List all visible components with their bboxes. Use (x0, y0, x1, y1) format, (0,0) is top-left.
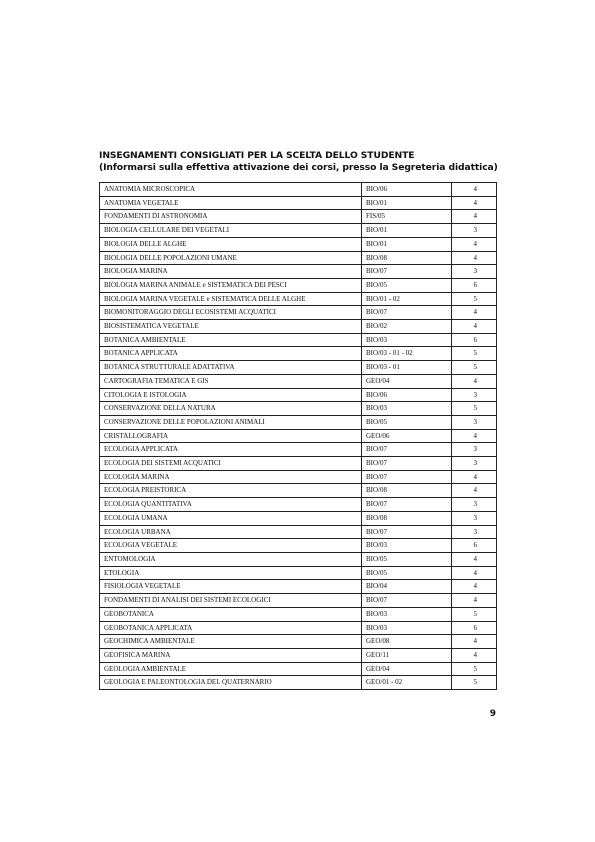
course-code-cell: GEO/04 (362, 374, 452, 388)
table-row (100, 662, 497, 676)
course-code-cell: BIO/08 (362, 251, 452, 265)
course-credits-cell: 6 (452, 278, 497, 292)
course-credits-cell: 3 (452, 443, 497, 457)
course-name-cell: CITOLOGIA E ISTOLOGIA (100, 388, 362, 402)
course-name-cell: ECOLOGIA URBANA (100, 525, 362, 539)
course-code-cell: GEO/01 - 02 (362, 676, 452, 690)
course-code-cell: BIO/03 (362, 402, 452, 416)
course-name-cell: ECOLOGIA PREISTORICA (100, 484, 362, 498)
course-name-cell: BIOLOGIA MARINA VEGETALE e SISTEMATICA DELLE ALGHE (100, 292, 362, 306)
course-name-cell: BOTANICA APPLICATA (100, 347, 362, 361)
course-credits-cell: 5 (452, 292, 497, 306)
table-row (100, 402, 497, 416)
course-name-cell: GEOCHIMICA AMBIENTALE (100, 635, 362, 649)
course-credits-cell: 3 (452, 498, 497, 512)
table-row (100, 333, 497, 347)
table-row (100, 552, 497, 566)
course-credits-cell: 6 (452, 539, 497, 553)
table-row (100, 484, 497, 498)
course-name-cell: CONSERVAZIONE DELLE POPOLAZIONI ANIMALI (100, 415, 362, 429)
course-name-cell: GEOBOTANICA APPLICATA (100, 621, 362, 635)
table-row (100, 635, 497, 649)
course-code-cell: BIO/08 (362, 511, 452, 525)
table-row (100, 443, 497, 457)
table-row (100, 511, 497, 525)
course-credits-cell: 3 (452, 457, 497, 471)
course-name-cell: BOTANICA AMBIENTALE (100, 333, 362, 347)
course-name-cell: FONDAMENTI DI ASTRONOMIA (100, 210, 362, 224)
course-code-cell: BIO/07 (362, 498, 452, 512)
table-row (100, 347, 497, 361)
course-code-cell: BIO/05 (362, 278, 452, 292)
table-row (100, 374, 497, 388)
table-row (100, 210, 497, 224)
table-row (100, 306, 497, 320)
table-row (100, 224, 497, 238)
course-code-cell: BIO/07 (362, 470, 452, 484)
course-credits-cell: 4 (452, 306, 497, 320)
table-row (100, 251, 497, 265)
course-credits-cell: 4 (452, 237, 497, 251)
course-code-cell: BIO/06 (362, 388, 452, 402)
course-name-cell: ECOLOGIA VEGETALE (100, 539, 362, 553)
course-code-cell: BIO/07 (362, 443, 452, 457)
course-code-cell: GEO/06 (362, 429, 452, 443)
course-name-cell: BIOLOGIA DELLE ALGHE (100, 237, 362, 251)
course-name-cell: FISIOLOGIA VEGETALE (100, 580, 362, 594)
course-credits-cell: 5 (452, 347, 497, 361)
table-row (100, 183, 497, 197)
course-credits-cell: 3 (452, 525, 497, 539)
course-code-cell: BIO/07 (362, 525, 452, 539)
course-name-cell: BOTANICA STRUTTURALE ADATTATIVA (100, 361, 362, 375)
table-row (100, 265, 497, 279)
course-code-cell: BIO/05 (362, 566, 452, 580)
course-credits-cell: 3 (452, 224, 497, 238)
course-name-cell: CARTOGRAFIA TEMATICA E GIS (100, 374, 362, 388)
course-credits-cell: 4 (452, 648, 497, 662)
course-credits-cell: 6 (452, 621, 497, 635)
course-code-cell: BIO/05 (362, 415, 452, 429)
course-code-cell: BIO/04 (362, 580, 452, 594)
courses-table-body (100, 183, 497, 690)
courses-table (99, 182, 497, 690)
course-name-cell: CRISTALLOGRAFIA (100, 429, 362, 443)
table-row (100, 580, 497, 594)
course-name-cell: ECOLOGIA DEI SISTEMI ACQUATICI (100, 457, 362, 471)
course-name-cell: BIOSISTEMATICA VEGETALE (100, 320, 362, 334)
table-row (100, 457, 497, 471)
course-name-cell: ETOLOGIA (100, 566, 362, 580)
table-row (100, 676, 497, 690)
course-credits-cell: 4 (452, 429, 497, 443)
table-row (100, 320, 497, 334)
section-heading (99, 150, 519, 173)
course-code-cell: FIS/05 (362, 210, 452, 224)
table-row (100, 196, 497, 210)
course-code-cell: BIO/01 (362, 196, 452, 210)
table-row (100, 594, 497, 608)
table-row (100, 415, 497, 429)
course-credits-cell: 5 (452, 662, 497, 676)
course-code-cell: BIO/03 (362, 333, 452, 347)
course-code-cell: GEO/04 (362, 662, 452, 676)
course-name-cell: BIOMONITORAGGIO DEGLI ECOSISTEMI ACQUATICI (100, 306, 362, 320)
course-credits-cell: 4 (452, 470, 497, 484)
course-credits-cell: 5 (452, 676, 497, 690)
course-code-cell: BIO/03 (362, 539, 452, 553)
table-row (100, 429, 497, 443)
course-name-cell: CONSERVAZIONE DELLA NATURA (100, 402, 362, 416)
course-code-cell: BIO/07 (362, 306, 452, 320)
table-row (100, 470, 497, 484)
course-credits-cell: 4 (452, 251, 497, 265)
course-credits-cell: 4 (452, 552, 497, 566)
course-name-cell: BIOLOGIA CELLULARE DEI VEGETALI (100, 224, 362, 238)
table-row (100, 292, 497, 306)
table-row (100, 648, 497, 662)
table-row (100, 361, 497, 375)
course-name-cell: ENTOMOLOGIA (100, 552, 362, 566)
course-code-cell: BIO/07 (362, 265, 452, 279)
course-code-cell: BIO/07 (362, 594, 452, 608)
course-code-cell: GEO/11 (362, 648, 452, 662)
course-name-cell: GEOLOGIA E PALEONTOLOGIA DEL QUATERNARIO (100, 676, 362, 690)
course-name-cell: GEOLOGIA AMBIENTALE (100, 662, 362, 676)
table-row (100, 566, 497, 580)
course-credits-cell: 5 (452, 402, 497, 416)
course-credits-cell: 6 (452, 333, 497, 347)
course-credits-cell: 4 (452, 374, 497, 388)
course-name-cell: GEOBOTANICA (100, 607, 362, 621)
course-credits-cell: 5 (452, 361, 497, 375)
course-credits-cell: 4 (452, 183, 497, 197)
course-credits-cell: 4 (452, 210, 497, 224)
course-credits-cell: 3 (452, 511, 497, 525)
heading-note: (Informarsi sulla effettiva attivazione dei corsi, presso la Segreteria didattica) (99, 161, 498, 173)
course-name-cell: BIOLOGIA MARINA ANIMALE e SISTEMATICA DEI PESCI (100, 278, 362, 292)
course-name-cell: ECOLOGIA QUANTITATIVA (100, 498, 362, 512)
course-code-cell: BIO/03 (362, 607, 452, 621)
course-name-cell: ECOLOGIA MARINA (100, 470, 362, 484)
course-credits-cell: 4 (452, 484, 497, 498)
course-code-cell: BIO/01 (362, 224, 452, 238)
table-row (100, 278, 497, 292)
heading-title: INSEGNAMENTI CONSIGLIATI PER LA SCELTA DELLO STUDENTE (99, 150, 415, 161)
table-row (100, 539, 497, 553)
course-code-cell: BIO/07 (362, 457, 452, 471)
course-credits-cell: 4 (452, 594, 497, 608)
course-code-cell: GEO/08 (362, 635, 452, 649)
course-code-cell: BIO/05 (362, 552, 452, 566)
course-name-cell: FONDAMENTI DI ANALISI DEI SISTEMI ECOLOGICI (100, 594, 362, 608)
course-code-cell: BIO/06 (362, 183, 452, 197)
course-name-cell: BIOLOGIA MARINA (100, 265, 362, 279)
page-number: 9 (489, 709, 496, 719)
course-credits-cell: 4 (452, 566, 497, 580)
table-row (100, 607, 497, 621)
course-credits-cell: 3 (452, 415, 497, 429)
table-row (100, 237, 497, 251)
table-row (100, 621, 497, 635)
course-credits-cell: 4 (452, 320, 497, 334)
table-row (100, 388, 497, 402)
course-credits-cell: 4 (452, 196, 497, 210)
course-name-cell: ECOLOGIA UMANA (100, 511, 362, 525)
course-code-cell: BIO/08 (362, 484, 452, 498)
course-code-cell: BIO/03 (362, 621, 452, 635)
course-name-cell: BIOLOGIA DELLE POPOLAZIONI UMANE (100, 251, 362, 265)
course-credits-cell: 3 (452, 388, 497, 402)
table-row (100, 498, 497, 512)
course-credits-cell: 3 (452, 265, 497, 279)
course-credits-cell: 5 (452, 607, 497, 621)
course-name-cell: ECOLOGIA APPLICATA (100, 443, 362, 457)
course-code-cell: BIO/01 - 02 (362, 292, 452, 306)
course-code-cell: BIO/03 - 01 (362, 361, 452, 375)
course-credits-cell: 4 (452, 635, 497, 649)
course-code-cell: BIO/01 (362, 237, 452, 251)
course-name-cell: GEOFISICA MARINA (100, 648, 362, 662)
course-name-cell: ANATOMIA MICROSCOPICA (100, 183, 362, 197)
course-credits-cell: 4 (452, 580, 497, 594)
course-code-cell: BIO/02 (362, 320, 452, 334)
table-row (100, 525, 497, 539)
course-name-cell: ANATOMIA VEGETALE (100, 196, 362, 210)
course-code-cell: BIO/03 - 01 - 02 (362, 347, 452, 361)
